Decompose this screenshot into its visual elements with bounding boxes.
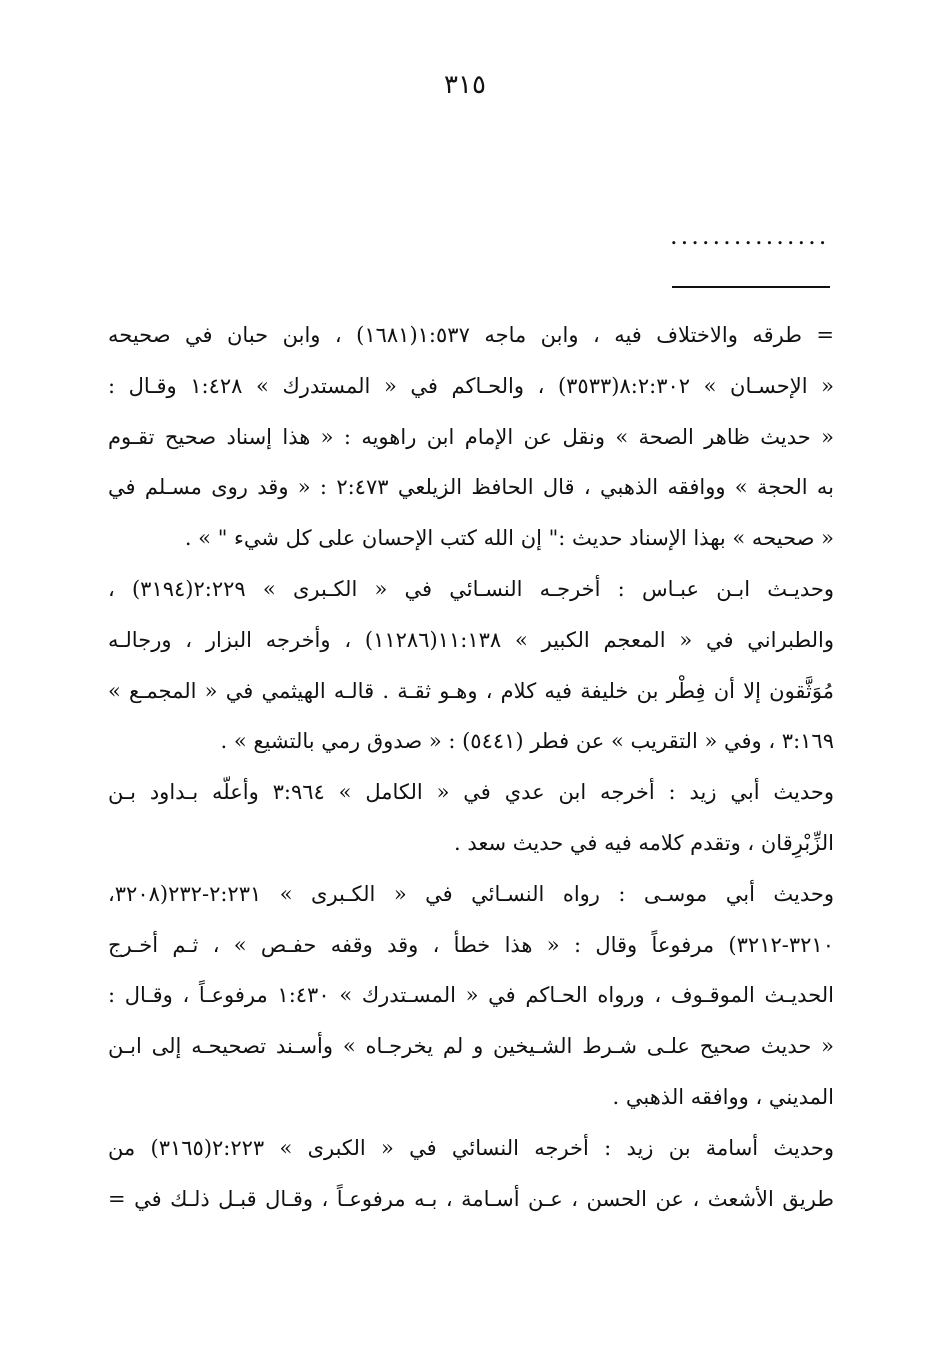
footnote-line: « حديث ظاهر الصحة » ونقل عن الإمام ابن راهويه : « هذا إسناد صحيح تقـوم (108, 424, 834, 449)
footnote-line: الزِّبْرِقان ، وتقدم كلامه فيه في حديث سعد . (453, 830, 834, 855)
footnote-line: وحديث أسامة بن زيد : أخرجه النسائي في « الكبرى » ٢:٢٢٣(٣١٦٥) من (108, 1135, 834, 1160)
footnote-line: ٣:١٦٩ ، وفي « التقريب » عن فطر (٥٤٤١) : « صدوق رمي بالتشيع » . (220, 729, 834, 754)
footnote-separator (672, 286, 830, 288)
ellipsis-dots: ............... (670, 222, 830, 250)
page-number: ٣١٥ (444, 70, 486, 100)
footnote-text (108, 310, 834, 1224)
footnote-line: « صحيحه » بهذا الإسناد حديث :" إن الله كتب الإحسان على كل شيء " » . (184, 526, 834, 551)
footnote-line: = طرقه والاختلاف فيه ، وابن ماجه ١:٥٣٧(١٦٨١) ، وابن حبان في صحيحه (108, 323, 834, 347)
footnote-line: به الحجة » ووافقه الذهبي ، قال الحافظ الزيلعي ٢:٤٧٣ : « وقد روى مسـلم في (108, 475, 834, 500)
footnote-line: مُوَثَّقون إلا أن فِطْر بن خليفة فيه كلام ، وهـو ثقـة . قالـه الهيثمي في « المجمـع » (108, 678, 834, 703)
footnote-line: الحديـث الموقـوف ، ورواه الحـاكم في « المسـتدرك » ١:٤٣٠ مرفوعـاً ، وقـال : (108, 983, 834, 1008)
footnote-line: وحديـث ابـن عبـاس : أخرجـه النسـائي في « الكـبرى » ٢:٢٢٩(٣١٩٤) ، (108, 576, 834, 601)
footnote-line: والطبراني في « المعجم الكبير » ١١:١٣٨(١١٢٨٦) ، وأخرجه البزار ، ورجالـه (108, 627, 834, 652)
footnote-line: « حديث صحيح علـى شـرط الشـيخين و لم يخرجـاه » وأسـند تصحيحـه إلى ابـن (108, 1034, 834, 1059)
footnote-line: ٣٢١٠-٣٢١٢) مرفوعاً وقال : « هذا خطأ ، وقد وقفه حفـص » ، ثـم أخـرج (108, 932, 834, 957)
footnote-line: طريق الأشعث ، عن الحسن ، عـن أسـامة ، بـه مرفوعـاً ، وقـال قبـل ذلـك في = (108, 1186, 834, 1211)
footnote-line: المديني ، ووافقه الذهبي . (612, 1084, 834, 1109)
footnote-line: وحديث أبي موسـى : رواه النسـائي في « الكـبرى » ٢:٢٣١-٢٣٢(٣٢٠٨، (108, 881, 834, 906)
footnote-line: « الإحسـان » ٨:٢:٣٠٢(٣٥٣٣) ، والحـاكم في « المستدرك » ١:٤٢٨ وقـال : (108, 373, 834, 398)
footnote-line: وحديث أبي زيد : أخرجه ابن عدي في « الكامل » ٣:٩٦٤ وأعلّه بـداود بـن (108, 780, 834, 805)
